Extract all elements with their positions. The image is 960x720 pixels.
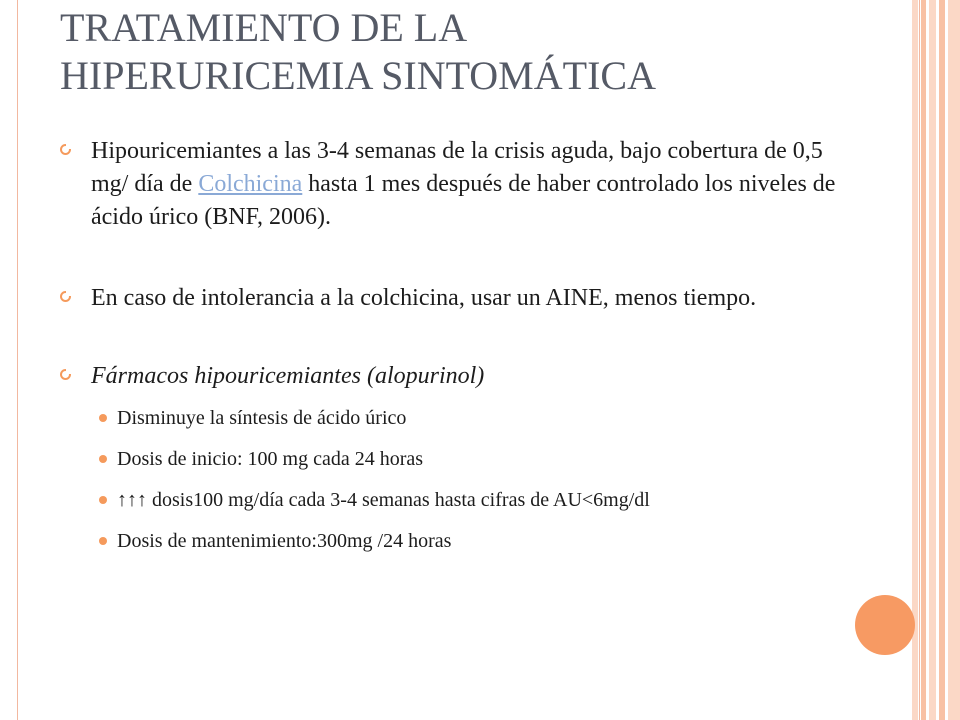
bullet-intolerancia — [60, 282, 860, 315]
sub-item-text: Disminuye la síntesis de ácido úrico — [117, 407, 407, 429]
stripe-2 — [921, 0, 926, 720]
decorative-stripes — [912, 0, 960, 720]
sub-item — [60, 528, 860, 555]
sub-list — [60, 405, 860, 555]
bullet-hipouricemiantes — [60, 135, 860, 234]
bullet-farmacos — [60, 360, 860, 393]
sub-item-text: Dosis de inicio: 100 mg cada 24 horas — [117, 448, 424, 470]
bullet-text: En caso de intolerancia a la colchicina, usar un AINE, menos tiempo. — [91, 285, 757, 311]
stripe-3 — [929, 0, 936, 720]
dot-bullet-icon — [99, 496, 107, 504]
stripe-5 — [948, 0, 960, 720]
title-line-1: TRATAMIENTO DE LA — [60, 5, 468, 50]
sub-item-text: Dosis de mantenimiento:300mg /24 horas — [117, 530, 452, 552]
sub-item — [60, 405, 860, 432]
stripe-4 — [939, 0, 945, 720]
decorative-circle — [855, 595, 915, 655]
slide-title — [60, 4, 900, 100]
bullet-ring-icon — [60, 144, 71, 155]
sub-item — [60, 446, 860, 473]
bullet-text: Fármacos hipouricemiantes (alopurinol) — [91, 363, 485, 389]
sub-item-text: ↑↑↑ dosis100 mg/día cada 3-4 semanas hasta cifras de AU<6mg/dl — [117, 489, 650, 511]
left-border-line — [17, 0, 18, 720]
slide-body — [60, 135, 860, 569]
bullet-ring-icon — [60, 291, 71, 302]
bullet-ring-icon — [60, 369, 71, 380]
sub-item — [60, 487, 860, 514]
dot-bullet-icon — [99, 414, 107, 422]
colchicina-link[interactable]: Colchicina — [198, 171, 303, 197]
title-line-2: HIPERURICEMIA SINTOMÁTICA — [60, 53, 656, 98]
dot-bullet-icon — [99, 537, 107, 545]
bullet-text-part1: Hipouricemiantes a las 3-4 semanas de la crisis aguda, bajo cobertura de 0,5 mg/ día de — [91, 138, 823, 197]
dot-bullet-icon — [99, 455, 107, 463]
stripe-1 — [912, 0, 918, 720]
bullet-text-part2: hasta 1 mes después de haber controlado los niveles de ácido úrico (BNF, 2006). — [91, 171, 836, 230]
